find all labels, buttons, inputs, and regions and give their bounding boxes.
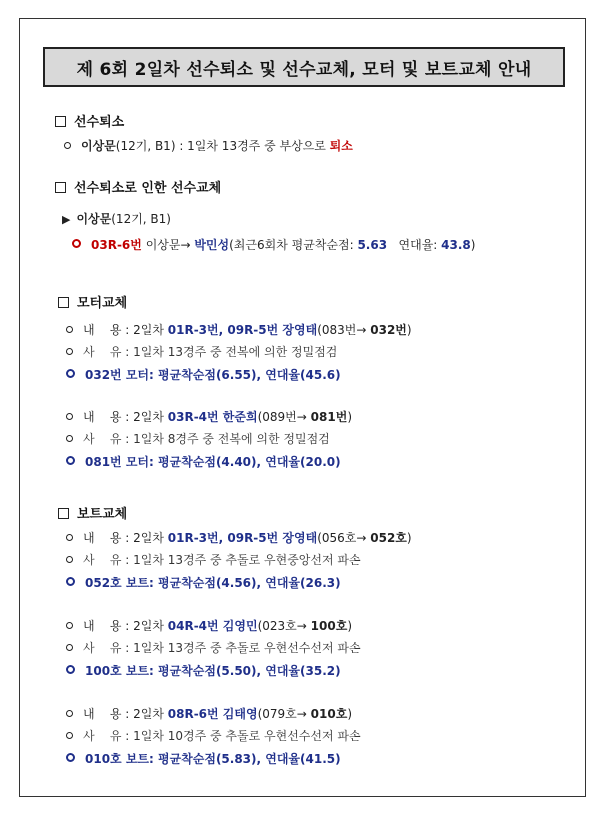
circle-bullet-icon bbox=[66, 732, 73, 739]
replacement-stats-mid: 연대율: bbox=[387, 238, 442, 252]
notice-title: 제 6회 2일차 선수퇴소 및 선수교체, 모터 및 보트교체 안내 bbox=[43, 47, 565, 87]
checkbox-square-icon bbox=[58, 508, 69, 519]
boat-summary-line: 010호 보트: 평균착순점(5.83), 연대율(41.5) bbox=[66, 751, 341, 767]
replacement-stats-pre: (최근6회차 평균착순점: bbox=[229, 238, 358, 252]
boat-content-line: 내 용 : 2일차 04R-4번 김영민(023호→ 100호) bbox=[66, 618, 352, 634]
circle-bullet-icon bbox=[72, 239, 81, 248]
boat-reason-line: 사 유 : 1일차 13경주 중 추돌로 우현중앙선저 파손 bbox=[66, 552, 361, 568]
boat-content-line: 내 용 : 2일차 08R-6번 김태영(079호→ 010호) bbox=[66, 706, 352, 722]
circle-bullet-icon bbox=[66, 577, 75, 586]
boat-summary-line: 052호 보트: 평균착순점(4.56), 연대율(26.3) bbox=[66, 575, 341, 591]
checkbox-square-icon bbox=[55, 182, 66, 193]
triangle-bullet-icon: ▶ bbox=[62, 213, 71, 226]
retire-name: 이상문 bbox=[81, 139, 116, 153]
motor-reason-line: 사 유 : 1일차 8경주 중 전복에 의한 정밀점검 bbox=[66, 431, 330, 447]
circle-bullet-icon bbox=[66, 435, 73, 442]
motor-content-line: 내 용 : 2일차 03R-4번 한준희(089번→ 081번) bbox=[66, 409, 352, 425]
replacement-detail-line bbox=[72, 237, 475, 253]
replacement-avg: 5.63 bbox=[357, 238, 388, 252]
circle-bullet-icon bbox=[66, 326, 73, 333]
retire-detail: (12기, B1) : 1일차 13경주 중 부상으로 bbox=[115, 139, 330, 153]
circle-bullet-icon bbox=[64, 142, 71, 149]
circle-bullet-icon bbox=[66, 456, 75, 465]
section-heading-replacement: 선수퇴소로 인한 선수교체 bbox=[55, 181, 221, 197]
replacement-to: 박민성 bbox=[194, 238, 230, 252]
retire-status: 퇴소 bbox=[329, 139, 353, 153]
section-heading-motor: 모터교체 bbox=[58, 296, 127, 312]
circle-bullet-icon bbox=[66, 348, 73, 355]
motor-reason-line: 사 유 : 1일차 13경주 중 전복에 의한 정밀점검 bbox=[66, 344, 337, 360]
boat-content-line: 내 용 : 2일차 01R-3번, 09R-5번 장영태(056호→ 052호) bbox=[66, 530, 412, 546]
document-frame bbox=[19, 18, 586, 797]
circle-bullet-icon bbox=[66, 710, 73, 717]
replacement-from-meta: (12기, B1) bbox=[111, 212, 171, 226]
motor-content-line: 내 용 : 2일차 01R-3번, 09R-5번 장영태(083번→ 032번) bbox=[66, 322, 412, 338]
replacement-close: ) bbox=[470, 238, 476, 252]
replacement-from: 이상문→ bbox=[141, 238, 195, 252]
circle-bullet-icon bbox=[66, 534, 73, 541]
circle-bullet-icon bbox=[66, 644, 73, 651]
motor-summary-line: 081번 모터: 평균착순점(4.40), 연대율(20.0) bbox=[66, 454, 341, 470]
circle-bullet-icon bbox=[66, 753, 75, 762]
circle-bullet-icon bbox=[66, 622, 73, 629]
replacement-player-line bbox=[62, 211, 171, 228]
boat-reason-line: 사 유 : 1일차 13경주 중 추돌로 우현선수선저 파손 bbox=[66, 640, 361, 656]
replacement-rate: 43.8 bbox=[441, 238, 471, 252]
boat-summary-line: 100호 보트: 평균착순점(5.50), 연대율(35.2) bbox=[66, 663, 341, 679]
checkbox-square-icon bbox=[58, 297, 69, 308]
section-heading-boat: 보트교체 bbox=[58, 507, 127, 523]
replacement-race: 03R-6번 bbox=[91, 238, 142, 252]
replacement-from-name: 이상문 bbox=[76, 212, 112, 226]
section-heading-retire: 선수퇴소 bbox=[55, 115, 124, 131]
checkbox-square-icon bbox=[55, 116, 66, 127]
circle-bullet-icon bbox=[66, 369, 75, 378]
retire-line bbox=[64, 138, 353, 154]
motor-summary-line: 032번 모터: 평균착순점(6.55), 연대율(45.6) bbox=[66, 367, 341, 383]
circle-bullet-icon bbox=[66, 665, 75, 674]
boat-reason-line: 사 유 : 1일차 10경주 중 추돌로 우현선수선저 파손 bbox=[66, 728, 361, 744]
circle-bullet-icon bbox=[66, 556, 73, 563]
circle-bullet-icon bbox=[66, 413, 73, 420]
